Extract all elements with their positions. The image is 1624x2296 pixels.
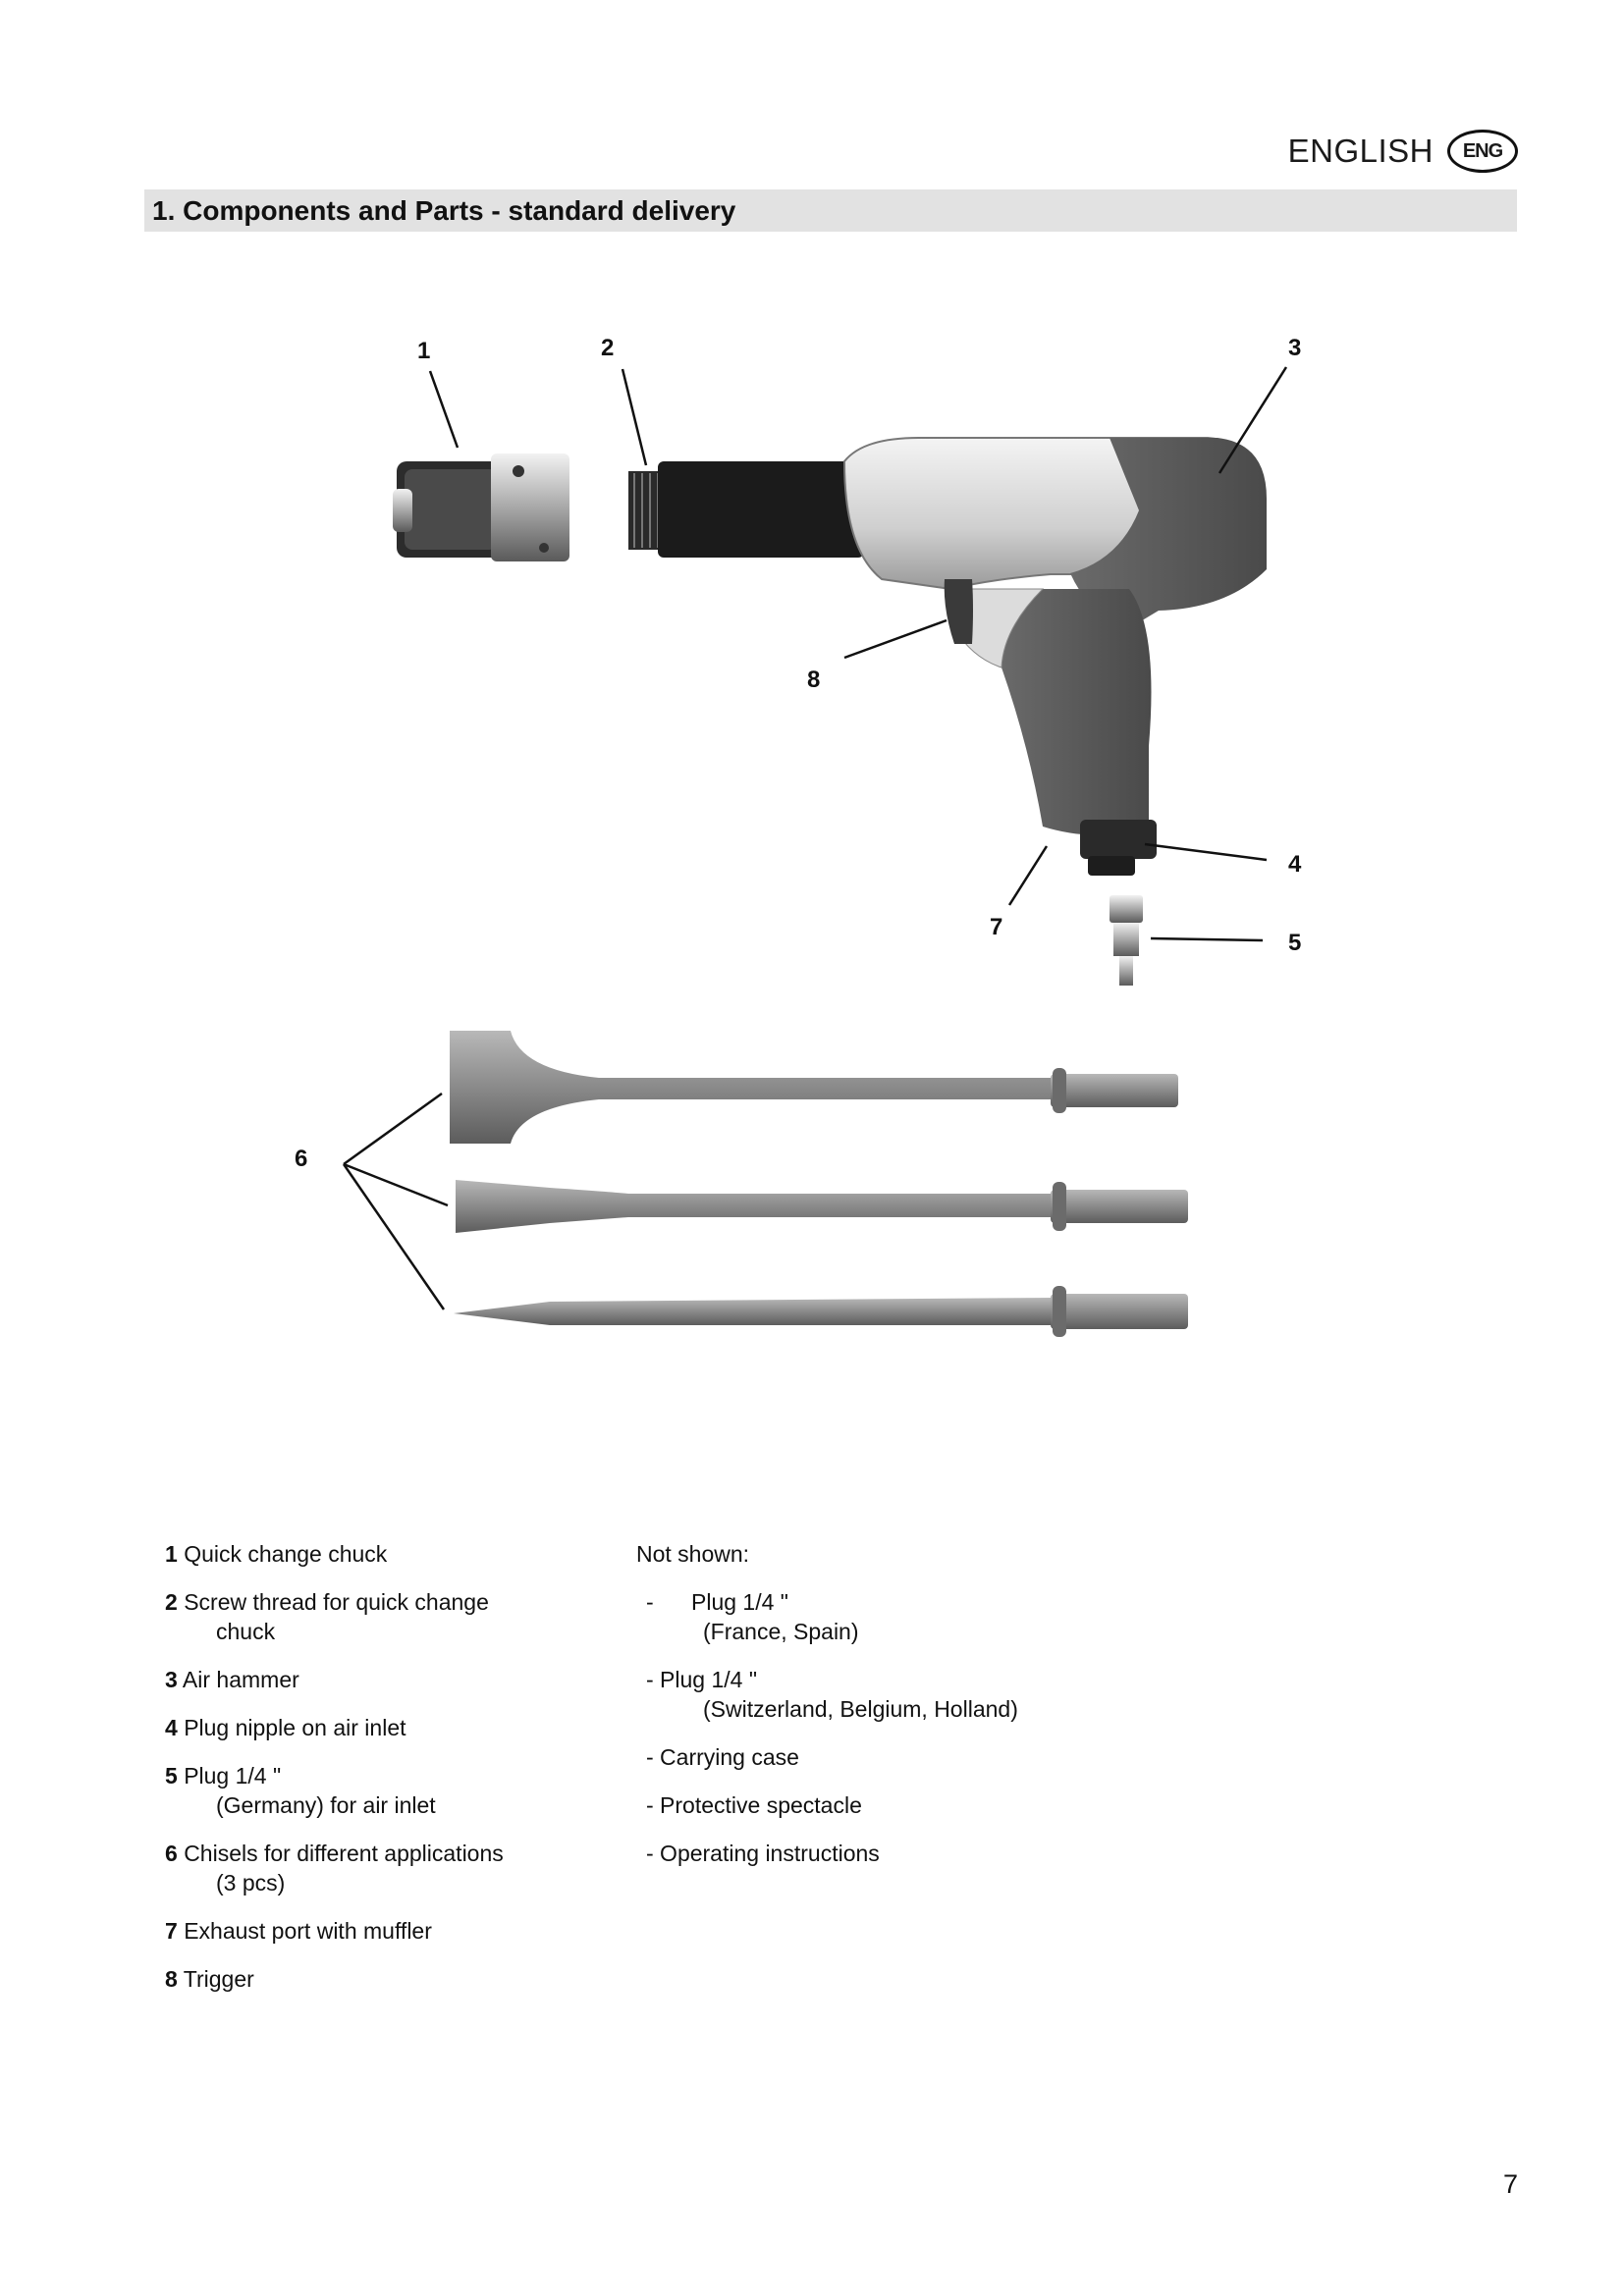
callout-1: 1 [417,338,431,364]
part-item: 3 Air hammer [165,1667,299,1692]
screw-thread-barrel [628,461,864,558]
not-shown-heading: Not shown: [636,1541,750,1567]
not-shown-item: - Operating instructions [646,1841,880,1866]
not-shown-list [636,1539,1147,1887]
part-item: 4 Plug nipple on air inlet [165,1715,406,1740]
callout-7: 7 [990,914,1003,940]
page-number: 7 [1502,2169,1518,2199]
quick-change-chuck [393,454,569,561]
not-shown-item: - Plug 1/4 " (France, Spain) [646,1589,859,1644]
callout-5: 5 [1288,930,1302,956]
language-label: ENGLISH [1287,133,1434,169]
part-item: 7 Exhaust port with muffler [165,1918,432,1944]
part-item: 2 Screw thread for quick change chuck [165,1589,489,1644]
callout-3: 3 [1288,335,1302,361]
callout-6: 6 [295,1146,308,1172]
air-hammer-body [844,438,1267,876]
callout-8: 8 [807,667,821,693]
pointed-chisel [454,1286,1188,1337]
section-title: 1. Components and Parts - standard delivery [152,195,736,226]
callout-2: 2 [601,335,615,361]
part-item: 8 Trigger [165,1966,254,1992]
parts-list [165,1539,597,2012]
not-shown-item: - Protective spectacle [646,1792,862,1818]
callout-4: 4 [1288,851,1302,878]
not-shown-item: - Carrying case [646,1744,799,1770]
language-badge: ENG [1447,130,1518,173]
not-shown-item: - Plug 1/4 " (Switzerland, Belgium, Holland) [646,1667,1018,1722]
part-item: 1 Quick change chuck [165,1541,388,1567]
plug-fitting [1110,895,1143,986]
flat-chisel [456,1180,1188,1233]
part-item: 6 Chisels for different applications (3 pcs) [165,1841,504,1896]
part-item: 5 Plug 1/4 " (Germany) for air inlet [165,1763,436,1818]
wide-chisel [450,1031,1178,1144]
